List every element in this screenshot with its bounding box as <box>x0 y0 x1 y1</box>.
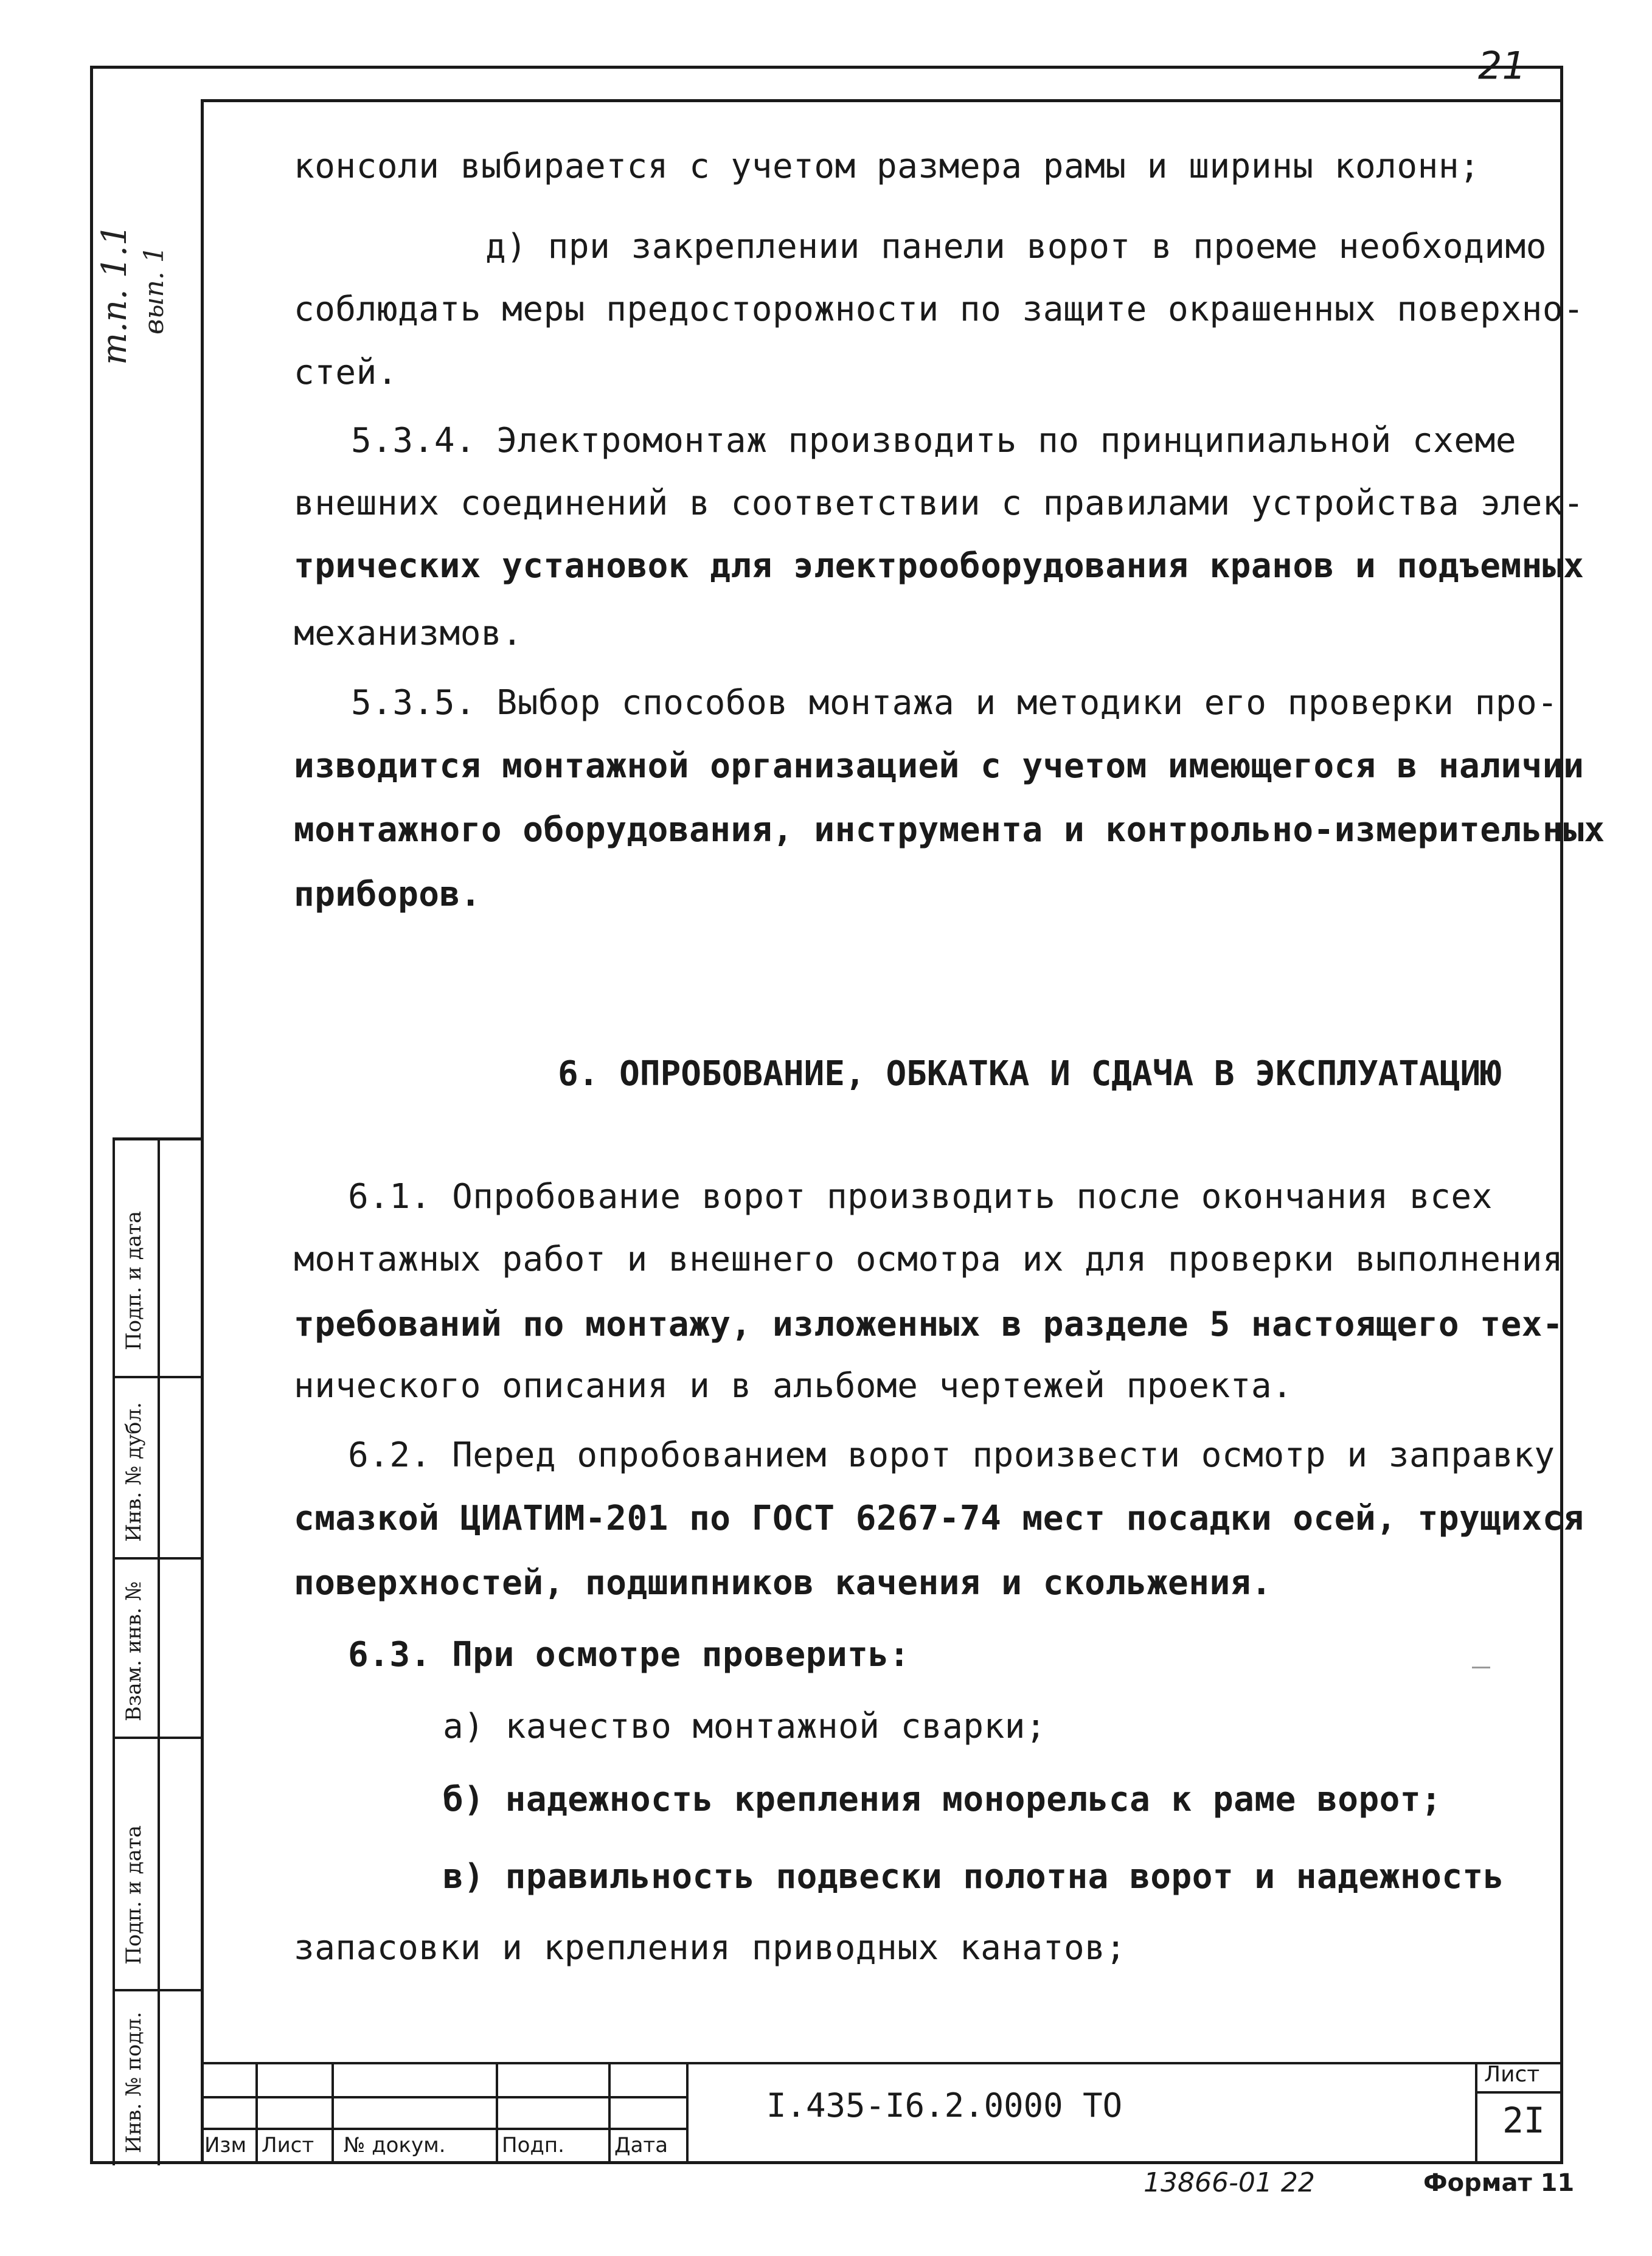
text-line: изводится монтажной организацией с учетом имеющегося в наличии <box>294 746 1584 786</box>
title-block-column-rule <box>1475 2062 1477 2164</box>
margin-note-line2: вып. 1 <box>139 246 170 335</box>
text-line: запасовки и крепления приводных канатов; <box>294 1928 1126 1968</box>
text-line: смазкой ЦИАТИМ-201 по ГОСТ 6267-74 мест посадки осей, трущихся <box>294 1499 1584 1538</box>
text-line: д) при закреплении панели ворот в проеме необходимо <box>485 227 1547 266</box>
section-heading: 6. ОПРОБОВАНИЕ, ОБКАТКА И СДАЧА В ЭКСПЛУАТАЦИЮ <box>558 1054 1501 1094</box>
text-line: 6.3. При осмотре проверить: <box>348 1635 910 1675</box>
text-line: 5.3.4. Электромонтаж производить по принципиальной схеме <box>351 421 1517 460</box>
text-line: поверхностей, подшипников качения и скольжения. <box>294 1563 1272 1603</box>
side-stamp-divider <box>113 1376 201 1378</box>
text-line: б) надежность крепления монорельса к раме ворот; <box>443 1780 1442 1819</box>
side-stamp-divider <box>113 1989 201 1991</box>
title-block-rule <box>1475 2091 1563 2094</box>
handwritten-margin-note <box>90 116 181 371</box>
title-block-column-rule <box>331 2062 334 2164</box>
text-line: трических установок для электрооборудования кранов и подъемных <box>294 546 1584 586</box>
title-block-header: Дата <box>614 2133 668 2157</box>
text-line: 5.3.5. Выбор способов монтажа и методики его проверки про- <box>351 683 1558 723</box>
side-stamp-label: Подп. и дата <box>122 1825 146 1965</box>
corner-page-number: 21 <box>1478 43 1526 88</box>
side-stamp-label: Подп. и дата <box>122 1210 146 1350</box>
title-block-rule <box>201 2128 687 2130</box>
title-block-top-rule <box>201 2062 1563 2064</box>
inner-frame <box>201 99 1563 2164</box>
sheet-label: Лист <box>1484 2062 1540 2087</box>
text-line: монтажных работ и внешнего осмотра их для проверки выполнения <box>294 1240 1564 1279</box>
title-block-column-rule <box>255 2062 258 2164</box>
stray-mark <box>1472 1667 1490 1668</box>
text-line: нического описания и в альбоме чертежей проекта. <box>294 1366 1293 1406</box>
margin-note-line1: т.п. 1.1 <box>95 224 134 365</box>
document-code: I.435-I6.2.0000 ТО <box>766 2086 1123 2125</box>
text-line: внешних соединений в соответствии с правилами устройства элек- <box>294 484 1584 523</box>
title-block-header: Изм <box>204 2133 247 2157</box>
side-stamp-divider <box>113 1557 201 1560</box>
side-stamp-label: Взам. инв. № <box>122 1581 146 1721</box>
sheet-number: 2I <box>1502 2100 1545 2141</box>
side-stamp-label: Инв. № дубл. <box>122 1402 146 1542</box>
text-line: 6.2. Перед опробованием ворот произвести осмотр и заправку <box>348 1435 1555 1475</box>
text-line: механизмов. <box>294 614 523 653</box>
text-line: а) качество монтажной сварки; <box>443 1707 1047 1746</box>
text-line: стей. <box>294 353 398 392</box>
text-line: приборов. <box>294 875 481 914</box>
title-block-header: Лист <box>262 2133 314 2157</box>
footer-format: Формат 11 <box>1423 2169 1575 2197</box>
text-line: в) правильность подвески полотна ворот и надежность <box>443 1857 1504 1897</box>
title-block-rule <box>201 2096 687 2098</box>
title-block-header: № докум. <box>344 2133 446 2157</box>
title-block-header: Подп. <box>502 2133 564 2157</box>
side-stamp-label: Инв. № подл. <box>122 2011 146 2153</box>
text-line: соблюдать меры предосторожности по защите окрашенных поверхно- <box>294 290 1584 329</box>
text-line: требований по монтажу, изложенных в разделе 5 настоящего тех- <box>294 1305 1564 1344</box>
side-stamp-divider <box>113 1737 201 1739</box>
text-line: консоли выбирается с учетом размера рамы и ширины колонн; <box>294 147 1480 186</box>
text-line: монтажного оборудования, инструмента и контрольно-измерительных <box>294 810 1605 850</box>
title-block-column-rule <box>608 2062 611 2164</box>
footer-inventory-note: 13866-01 22 <box>1144 2167 1315 2198</box>
title-block-column-rule <box>496 2062 498 2164</box>
text-line: 6.1. Опробование ворот производить после окончания всех <box>348 1177 1493 1217</box>
title-block-column-rule <box>686 2062 689 2164</box>
